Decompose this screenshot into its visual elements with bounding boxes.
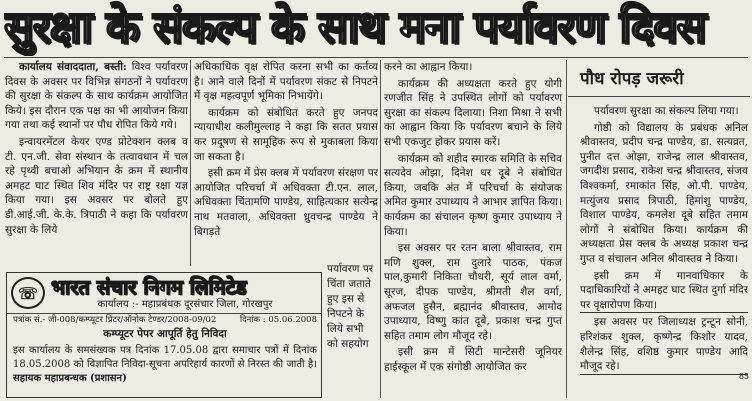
article-paragraph: कार्यक्रम को संबोधित करते हुए जनपद न्यायाधीश कलीमुल्लाह ने कहा कि सतत प्रयास कर प्रदूषण से सामूहिक रूप से मुकाबला किया जा सकता है। — [194, 106, 378, 163]
article-column-1 — [5, 60, 188, 266]
sidebar-column — [580, 104, 748, 400]
sidebar-title: पौध रोपड़ जरूरी — [580, 69, 684, 89]
notice-date: दिनांक : 05.06.2008 — [239, 315, 317, 325]
article-paragraph: गोष्ठी को विद्यालय के प्रबंधक अनिल श्रीवास्तव, प्रदीप चन्द्र पाण्डेय, डा. सत्यव्रत, पुनीत दत्त ओझा, राजेन्द्र लाल श्रीवास्तव, जगदीश प्रसाद, राकेश चन्द्र श्रीवास्तव, संजय विश्वकर्मा, रमाकांत सिंह, ओ.पी. पाण्डेय, मत्युंजय प्रसाद त्रिपाठी, हिमांशु पाण्डेय, विशाल पाण्डेय, कमलेश दूबे सहित तमाम लोगों ने संबोधित किया। कार्यक्रम की अध्यक्षता प्रेस क्लब के अध्यक्ष प्रकाश चन्द्र गुप्त व संचालन अनिल श्रीवास्तव ने किया। — [580, 121, 748, 265]
article-paragraph: इसी क्रम में प्रेस क्लब में पर्यावरण संरक्षण पर आयोजित परिचर्चा में अधिवक्ता टी.एन. लाल, अधिवक्ता चिंतामणि पाण्डेय, साहित्यकार सत्येन्द्र नाथ मतवाला, अधिवक्ता ध्रुवचन्द्र पाण्डेय ने बिगड़ते — [194, 167, 378, 238]
article-paragraph: कार्यक्रम की अध्यक्षता करते हुए योगी रणजीत सिंह ने उपस्थित लोगों को पर्यावरण सुरक्षा का संकल्प दिलाया। निशा मिश्रा ने सभी का आह्वान किया कि पर्यावरण बचाने के लिये सभी एकजुट होकर प्रयास करें। — [384, 77, 562, 148]
byline: कार्यालय संवाददाता, बस्ती: — [19, 61, 127, 73]
highlighted-paragraph: इसी क्रम में मानवाधिकार के पदाधिकारियों ने अमहट घाट स्थित दुर्गा मंदिर पर वृक्षारोपण किया। — [580, 269, 748, 314]
article-paragraph: कार्यक्रम को शहीद स्मारक समिति के सचिव सत्यदेव ओझा, दिनेश धर दूबे ने संबोधित किया, जबकि अंत में परिचर्चा के संयोजक अमित कुमार उपाध्याय ने आभार ज्ञापित किया। कार्यक्रम का संचालन कृष्ण कुमार उपाध्याय ने किया। — [384, 152, 562, 238]
article-paragraph: अधिकाधिक वृक्ष रोपित करना सभी का कर्तव्य है। आने वाले दिनों में पर्यावरण संकट से निपटने में वृक्ष महत्वपूर्ण भूमिका निभायेंगे। — [194, 61, 378, 103]
column-divider — [190, 60, 191, 266]
notice-body — [13, 344, 317, 386]
notice-rule — [7, 313, 321, 314]
headline-rule — [4, 57, 748, 58]
notice-text: इस कार्यालय के समसंख्यक पत्र दिनांक 17.05.08 द्वारा समाचार पत्रों में दिनांक 18.05.2008 को विज्ञापित निविदा-सूचना अपरिहार्य कारणों से निरस्त की जाती है। — [13, 345, 317, 370]
column-divider — [566, 60, 567, 398]
page-number: 85 — [738, 372, 749, 381]
column-divider — [380, 60, 381, 398]
article-paragraph: पर्यावरण सुरक्षा का संकल्प लिया गया। — [594, 105, 739, 117]
telephone-logo-icon: ☏ — [11, 277, 45, 309]
article-column-2 — [194, 60, 378, 266]
article-paragraph: इसी क्रम में सिटी मान्टेसरी जूनियर हाईस्कूल में एक संगोष्ठी आयोजित कर — [384, 346, 562, 373]
article-paragraph: इस अवसर पर रतन बाला श्रीवास्तव, राम मणि शुक्ल, राम दुलारे पाठक, पंकज पाल,कुमारी निकिता चौधरी, सूर्य लाल वर्मा, सूरज, दीपक पाण्डेय, श्रीमती शैल वर्मा, अफजल हुसैन, ब्रह्मानंद श्रीवास्तव, आमोद उपाध्याय, विष्णु कांत दूबे, प्रकाश चन्द्र गुप्त सहित तमाम लोग मौजूद रहे। — [384, 242, 562, 342]
article-column-3 — [384, 60, 562, 398]
organisation-name: भारत संचार निगम लिमिटेड — [51, 275, 247, 299]
notice-title: कम्प्यूटर पेपर आपूर्ति हेतु निविदा — [103, 328, 227, 340]
office-line: कार्यालय :- महाप्रबंधक दूरसंचार जिला, गोरखपुर — [97, 299, 273, 310]
headline: सुरक्षा के संकल्प के साथ मना पर्यावरण दिवस — [4, 2, 706, 53]
article-column-2-continuation: पर्यावरण पर चिंता जताते हुए इस से निपटने के लिये सभी को सहयोग — [327, 263, 374, 350]
bsnl-tender-notice — [6, 272, 322, 398]
reference-number: पत्रांक सं.- जी-008/कम्प्यूटर प्रिंटर/ऑनोक टेण्डर/2008-09/02 — [13, 315, 217, 325]
article-paragraph: करने का आह्वान किया। — [384, 61, 473, 73]
article-paragraph: इन्वायरमेंटल केयर एण्ड प्रोटेक्शन क्लब व टी. एन.जी. सेवा संस्थान के तत्वावधान में चल रहे पृथ्वी बचाओ अभियान के क्रम में स्थानीय अमहट घाट स्थित शिव मंदिर पर राष्ट्र रक्षा यज्ञ किया गया। इस अवसर पर बोलते हुए डी.आई.जी. के.के. त्रिपाठी ने कहा कि पर्यावरण सुरक्षा के लिये — [5, 135, 188, 236]
sidebar-title-rule — [568, 96, 750, 97]
highlighted-paragraph: इस अवसर पर जिलाध्यक्ष ट्रन्टून सोनी, हरिशंकर शुक्ल, कृष्णेन्द्र किशोर यादव, शैलेन्द्र सिंह, वशिष्ठ कुमार पाण्डेय आदि मौजूद रहे। — [580, 315, 748, 374]
lead-text: विश्व पर्यावरण दिवस के अवसर पर विभिन्न संगठनों ने पर्यावरण की सुरक्षा के संकल्प के साथ कार्यक्रम आयोजित किये। इस दौरान एक पक्ष का भी आयोजन किया गया तथा कई स्थानों पर पौध रोपित किये गये। — [5, 61, 188, 132]
notice-signatory: सहायक महाप्रबन्धक (प्रशासन) — [13, 373, 127, 384]
article-lead-paragraph — [5, 60, 188, 133]
